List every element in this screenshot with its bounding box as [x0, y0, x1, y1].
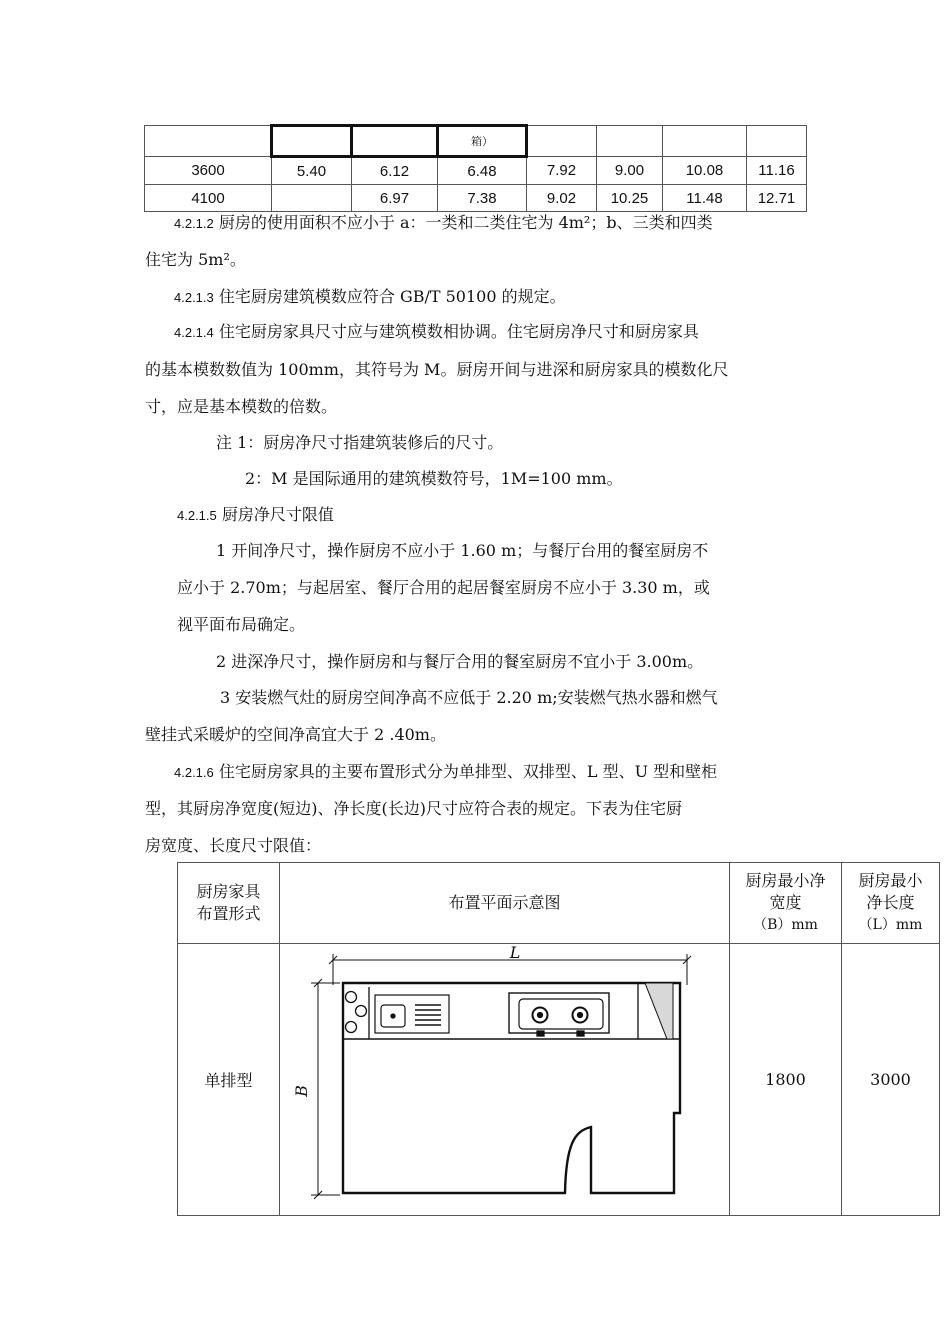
table-cell [272, 126, 352, 157]
clause-4-2-1-3 [174, 287, 566, 308]
table-cell: 10.25 [597, 185, 663, 212]
header-text: 厨房最小 [858, 871, 923, 890]
table-cell [272, 185, 352, 212]
clause-4-2-1-4 [174, 322, 699, 343]
note-1: 注 1：厨房净尺寸指建筑装修后的尺寸。 [216, 433, 504, 452]
table-row [145, 157, 807, 185]
clause-number: 4.2.1.4 [174, 325, 214, 340]
item-1: 1 开间净尺寸，操作厨房不应小于 1.60 m；与餐厅台用的餐室厨房不 [216, 541, 709, 560]
clause-number: 4.2.1.6 [174, 765, 214, 780]
table-cell [145, 126, 272, 157]
table-cell: 9.00 [597, 157, 663, 185]
clause-text: 厨房净尺寸限值 [216, 505, 334, 524]
clause-continuation: 的基本模数数值为 100mm，其符号为 M。厨房开间与进深和厨房家具的模数化尺 [145, 360, 729, 379]
item-3: 3 安装燃气灶的厨房空间净高不应低于 2.20 m;安装燃气热水器和燃气 [220, 688, 718, 707]
table-cell: 12.71 [747, 185, 807, 212]
table-cell [352, 126, 438, 157]
item-1-continuation: 视平面布局确定。 [177, 615, 306, 634]
clause-4-2-1-2 [174, 213, 713, 234]
table-cell [527, 126, 597, 157]
clause-continuation: 寸，应是基本模数的倍数。 [145, 397, 338, 416]
table-cell: 11.48 [663, 185, 747, 212]
clause-continuation: 住宅为 5m²。 [145, 250, 246, 269]
header-text: 宽度 [769, 893, 802, 912]
table-row [145, 185, 807, 212]
min-width-cell: 1800 [730, 944, 842, 1216]
clause-continuation: 型，其厨房净宽度(短边)、净长度(长边)尺寸应符合表的规定。下表为住宅厨 [145, 799, 682, 818]
table-cell: 10.08 [663, 157, 747, 185]
clause-4-2-1-6 [174, 762, 717, 783]
header-min-length [842, 863, 940, 944]
table-cell: 11.16 [747, 157, 807, 185]
clause-number: 4.2.1.5 [177, 508, 217, 523]
header-text: 厨房最小净 [745, 871, 826, 890]
area-table [144, 124, 807, 212]
clause-number: 4.2.1.3 [174, 290, 214, 305]
header-diagram: 布置平面示意图 [280, 863, 730, 944]
table-cell: 5.40 [272, 157, 352, 185]
clause-4-2-1-5 [177, 505, 334, 526]
table-cell: 4100 [145, 185, 272, 212]
kitchen-size-table [177, 862, 940, 1216]
table-cell: 7.38 [438, 185, 527, 212]
dimension-label-l: L [509, 942, 520, 962]
table-row [145, 126, 807, 157]
clause-text: 住宅厨房建筑模数应符合 GB/T 50100 的规定。 [213, 287, 566, 306]
diagram-cell [280, 944, 730, 1216]
table-cell: 6.12 [352, 157, 438, 185]
item-1-continuation: 应小于 2.70m；与起居室、餐厅合用的起居餐室厨房不应小于 3.30 m，或 [177, 578, 710, 597]
min-length-cell: 3000 [842, 944, 940, 1216]
clause-number: 4.2.1.2 [174, 216, 214, 231]
table-cell [663, 126, 747, 157]
header-text: 净长度 [866, 893, 915, 912]
table-cell [747, 126, 807, 157]
clause-text: 住宅厨房家具尺寸应与建筑模数相协调。住宅厨房净尺寸和厨房家具 [213, 322, 699, 341]
layout-type-cell: 单排型 [178, 944, 280, 1216]
table-cell: 6.48 [438, 157, 527, 185]
item-3-continuation: 壁挂式采暖炉的空间净高宜大于 2 .40m。 [145, 725, 446, 744]
table-header-row [178, 863, 940, 944]
table-cell: 7.92 [527, 157, 597, 185]
header-text: 厨房家具 [196, 882, 261, 901]
table-cell: 箱） [438, 126, 527, 157]
header-text: （B）mm [753, 917, 818, 933]
header-text: 布置形式 [196, 904, 261, 923]
dimension-label-b: B [291, 1084, 311, 1097]
table-cell: 3600 [145, 157, 272, 185]
table-cell: 9.02 [527, 185, 597, 212]
header-text: （L）mm [858, 917, 923, 933]
clause-text: 厨房的使用面积不应小于 a：一类和二类住宅为 4m²；b、三类和四类 [213, 213, 713, 232]
burner-small [345, 991, 356, 1002]
item-2: 2 进深净尺寸，操作厨房和与餐厅合用的餐室厨房不宜小于 3.00m。 [216, 652, 704, 671]
header-min-width [730, 863, 842, 944]
clause-text: 住宅厨房家具的主要布置形式分为单排型、双排型、L 型、U 型和壁柜 [213, 762, 718, 781]
note-2: 2：M 是国际通用的建筑模数符号，1M=100 mm。 [245, 469, 623, 488]
header-layout-type [178, 863, 280, 944]
corner-cabinet [645, 983, 673, 1039]
single-row-kitchen-plan [291, 942, 715, 1213]
table-cell [597, 126, 663, 157]
table-cell: 6.97 [352, 185, 438, 212]
table-row [178, 944, 940, 1216]
clause-continuation: 房宽度、长度尺寸限值： [145, 836, 322, 855]
